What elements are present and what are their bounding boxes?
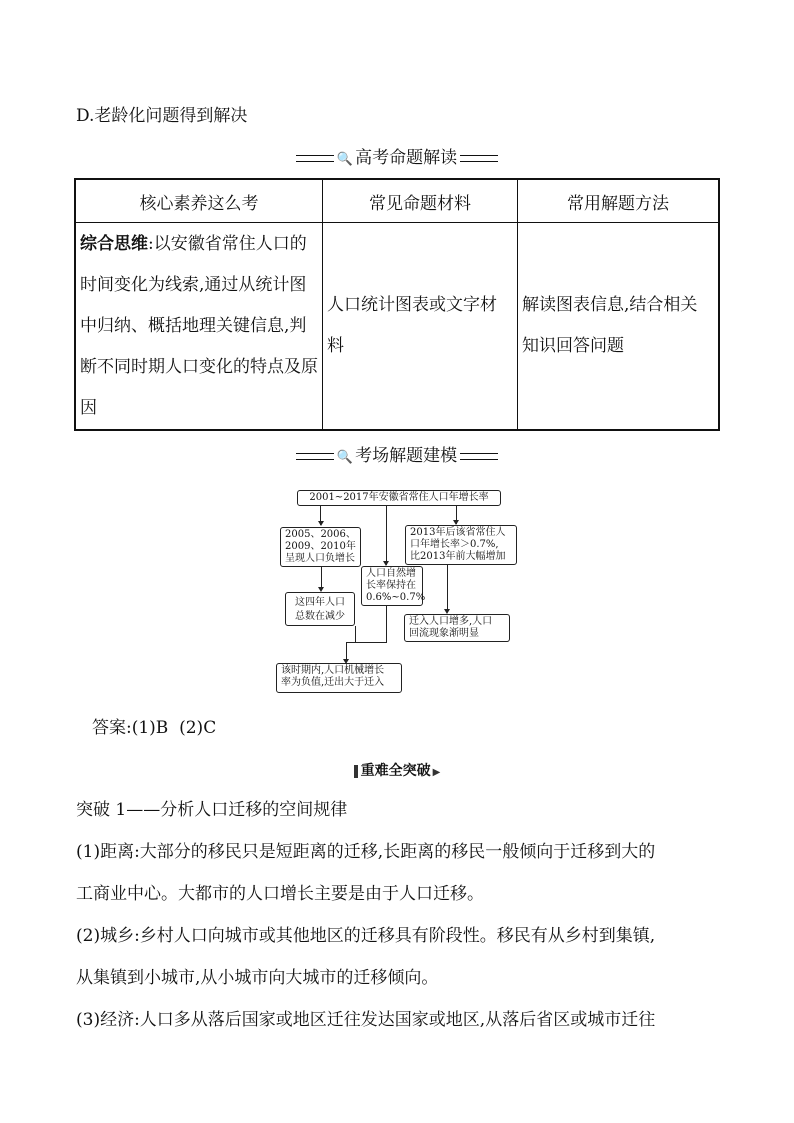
table-header: 常见命题材料 [323, 179, 518, 223]
paragraph-3-line-1: (3)经济:人口多从落后国家或地区迁往发达国家或地区,从落后省区或城市迁往 [76, 1010, 656, 1030]
section-title-text: 高考命题解读 [355, 148, 458, 168]
flow-line [321, 566, 322, 588]
core-literacy-table [74, 178, 720, 431]
triangle-right-icon: ▶ [432, 767, 441, 778]
flow-node-population-decrease: 这四年人口 总数在减少 [285, 592, 355, 626]
decor-rule [460, 155, 498, 162]
decor-rule [460, 453, 498, 460]
section-title-text: 考场解题建模 [355, 446, 458, 466]
table-cell-method: 解读图表信息,结合相关知识回答问题 [518, 223, 720, 431]
badge-bar-icon [354, 765, 358, 778]
table-header: 核心素养这么考 [75, 179, 323, 223]
section-title-modeling [0, 444, 794, 470]
flow-line [346, 642, 387, 643]
paragraph-1-line-2: 工商业中心。大都市的人口增长主要是由于人口迁移。 [76, 884, 484, 904]
flow-line [447, 565, 448, 610]
badge-text: 重难全突破 [360, 763, 431, 779]
magnifier-icon: 🔍 [336, 450, 354, 465]
flow-line [386, 505, 387, 565]
badge-key-difficulties [0, 760, 794, 780]
section-title-interpretation [0, 146, 794, 172]
table-cell-literacy [75, 223, 323, 431]
magnifier-icon: 🔍 [336, 152, 354, 167]
paragraph-2-line-1: (2)城乡:乡村人口向城市或其他地区的迁移具有阶段性。移民有从乡村到集镇, [76, 926, 656, 946]
flow-line [386, 606, 387, 642]
flow-node-natural-growth: 人口自然增 长率保持在 0.6%~0.7% [361, 566, 423, 606]
flow-line [355, 626, 356, 642]
arrow-down-icon [318, 521, 324, 526]
bold-keyword: 综合思维 [80, 233, 148, 254]
table-header: 常用解题方法 [518, 179, 720, 223]
answer-line: 答案:(1)B (2)C [92, 718, 217, 738]
table-row [75, 223, 719, 431]
flow-node-immigration: 迁入人口增多,人口 回流现象渐明显 [404, 614, 510, 642]
decor-rule [296, 155, 334, 162]
table-cell-material: 人口统计图表或文字材料 [323, 223, 518, 431]
flow-node-top: 2001~2017年安徽省常住人口年增长率 [297, 490, 501, 506]
paragraph-2-line-2: 从集镇到小城市,从小城市向大城市的迁移倾向。 [76, 968, 439, 988]
flow-node-negative-growth: 2005、2006、 2009、2010年 呈现人口负增长 [280, 527, 361, 567]
flow-node-conclusion: 该时期内,人口机械增长 率为负值,迁出大于迁入 [276, 663, 402, 693]
decor-rule [296, 453, 334, 460]
table-header-row [75, 179, 719, 223]
breakthrough-title: 突破 1——分析人口迁移的空间规律 [76, 800, 348, 820]
option-d: D.老龄化问题得到解决 [76, 106, 248, 126]
paragraph-1-line-1: (1)距离:大部分的移民只是短距离的迁移,长距离的移民一般倾向于迁移到大的 [76, 842, 656, 862]
cell-text: :以安徽省常住人口的时间变化为线索,通过从统计图中归纳、概括地理关键信息,判断不同时期人口变化的特点及原因 [80, 233, 318, 418]
flow-node-after-2013: 2013年后该省常住人 口年增长率＞0.7%, 比2013年前大幅增加 [405, 525, 517, 565]
